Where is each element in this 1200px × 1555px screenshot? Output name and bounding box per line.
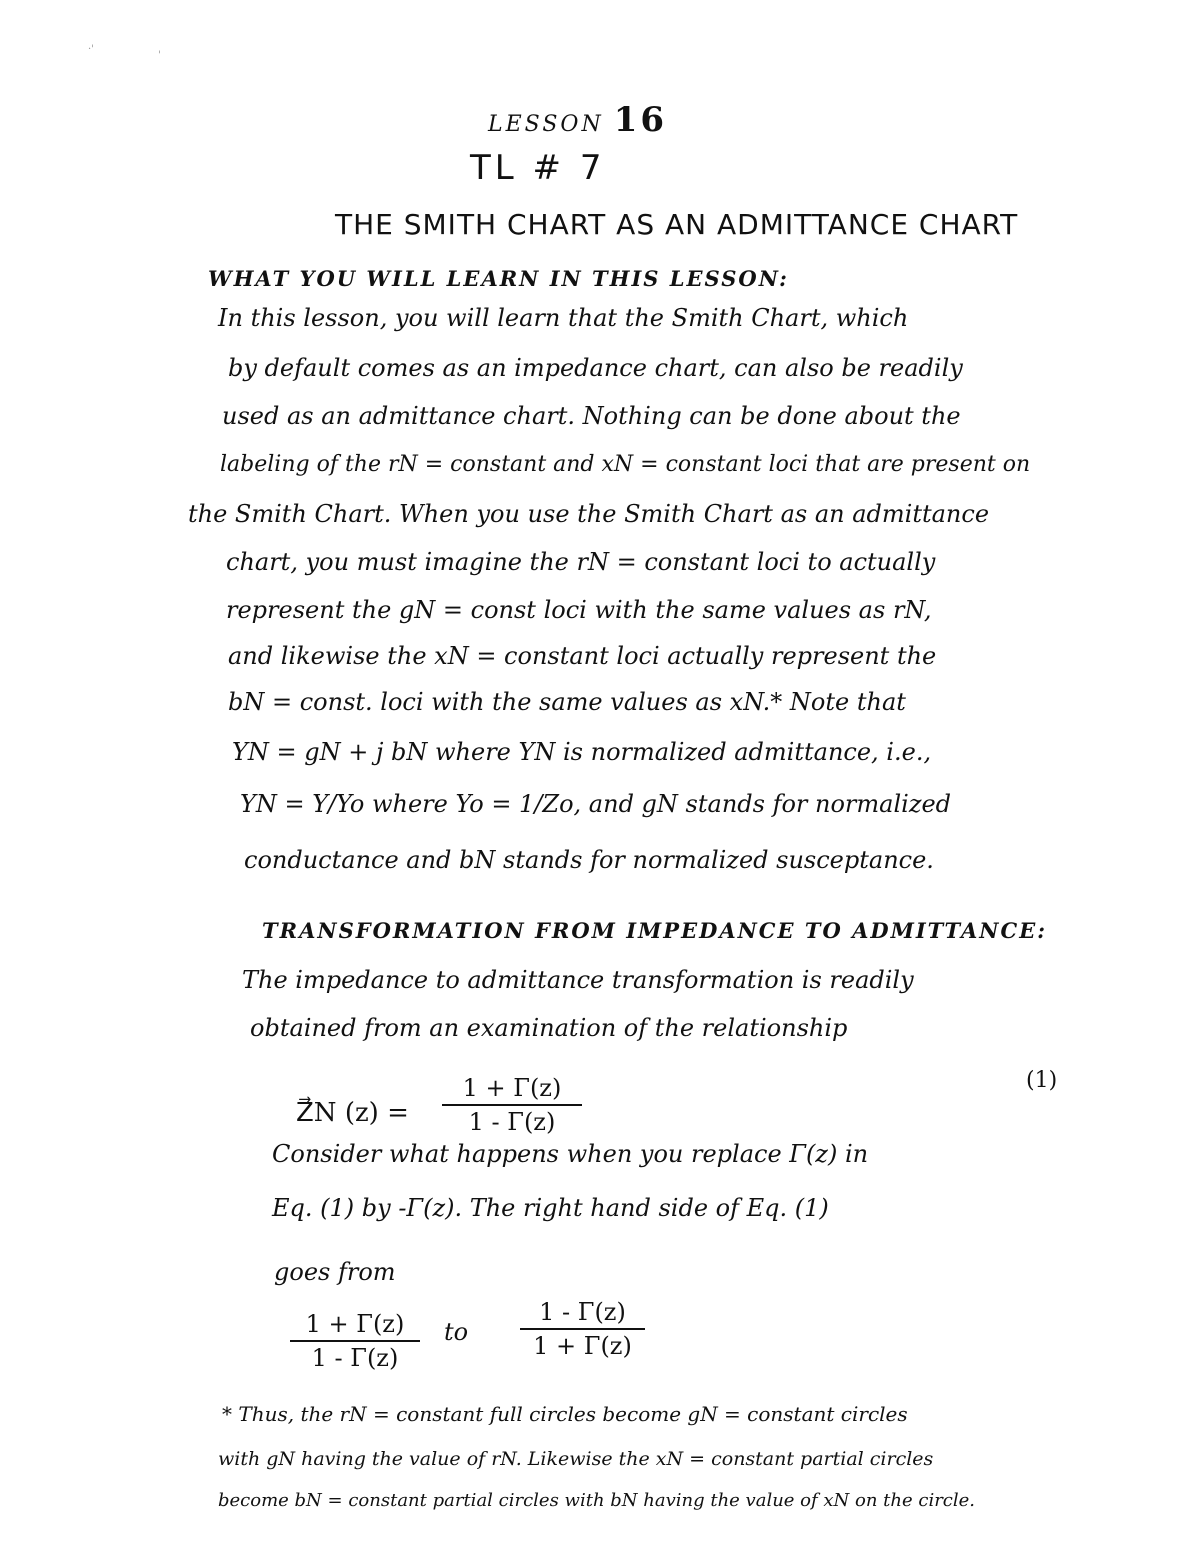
body-line: represent the gN = const loci with the same values as rN, (226, 596, 932, 624)
body-line: used as an admittance chart. Nothing can be done about the (222, 402, 961, 430)
body-line: goes from (274, 1258, 396, 1286)
section-heading-learn: WHAT YOU WILL LEARN IN THIS LESSON: (208, 266, 789, 291)
equation-lhs: Z⃗N (z) = (296, 1098, 409, 1128)
body-line: obtained from an examination of the relationship (250, 1014, 848, 1042)
to-denominator: 1 + Γ(z) (533, 1332, 632, 1360)
body-line: In this lesson, you will learn that the Smith Chart, which (218, 304, 909, 332)
body-line: bN = const. loci with the same values as xN.* Note that (228, 688, 906, 716)
from-denominator: 1 - Γ(z) (311, 1344, 399, 1372)
fraction-bar (520, 1328, 645, 1330)
lesson-subtitle: TL # 7 (470, 148, 606, 188)
body-line: by default comes as an impedance chart, can also be readily (228, 354, 963, 382)
fraction-bar (442, 1104, 582, 1106)
body-line: Consider what happens when you replace Γ(z) in (272, 1140, 869, 1168)
body-line: and likewise the xN = constant loci actually represent the (228, 642, 937, 670)
to-numerator: 1 - Γ(z) (539, 1298, 626, 1326)
section-heading-transformation: TRANSFORMATION FROM IMPEDANCE TO ADMITTANCE: (262, 918, 1047, 943)
fraction-bar (290, 1340, 420, 1342)
equation-denominator: 1 - Γ(z) (468, 1108, 556, 1136)
footnote-line: with gN having the value of rN. Likewise the xN = constant partial circles (218, 1448, 934, 1470)
page-title: THE SMITH CHART AS AN ADMITTANCE CHART (335, 208, 1019, 241)
footnote-line: become bN = constant partial circles with bN having the value of xN on the circle. (218, 1490, 976, 1511)
from-numerator: 1 + Γ(z) (305, 1310, 405, 1338)
body-line: conductance and bN stands for normalized susceptance. (244, 846, 934, 874)
equation-fraction (442, 1074, 582, 1136)
body-line: the Smith Chart. When you use the Smith Chart as an admittance (188, 500, 990, 528)
scan-speck: ' (158, 50, 161, 61)
footnote-line: * Thus, the rN = constant full circles become gN = constant circles (222, 1402, 908, 1426)
scan-speck: ·' (88, 44, 94, 55)
equation-numerator: 1 + Γ(z) (462, 1074, 562, 1102)
body-line: Eq. (1) by -Γ(z). The right hand side of Eq. (1) (272, 1194, 829, 1222)
equation-number: (1) (1026, 1068, 1058, 1093)
lesson-label: LESSON 16 (488, 100, 668, 140)
from-fraction (290, 1310, 420, 1372)
to-fraction (520, 1298, 645, 1360)
body-line: YN = Y/Yo where Yo = 1/Zo, and gN stands for normalized (240, 790, 952, 818)
body-line: labeling of the rN = constant and xN = constant loci that are present on (220, 452, 1031, 477)
lesson-number: 16 (613, 100, 668, 140)
body-line: chart, you must imagine the rN = constant loci to actually (226, 548, 936, 576)
body-line: YN = gN + j bN where YN is normalized admittance, i.e., (232, 738, 932, 766)
body-line: The impedance to admittance transformation is readily (242, 966, 914, 994)
transform-to-word: to (444, 1318, 469, 1346)
